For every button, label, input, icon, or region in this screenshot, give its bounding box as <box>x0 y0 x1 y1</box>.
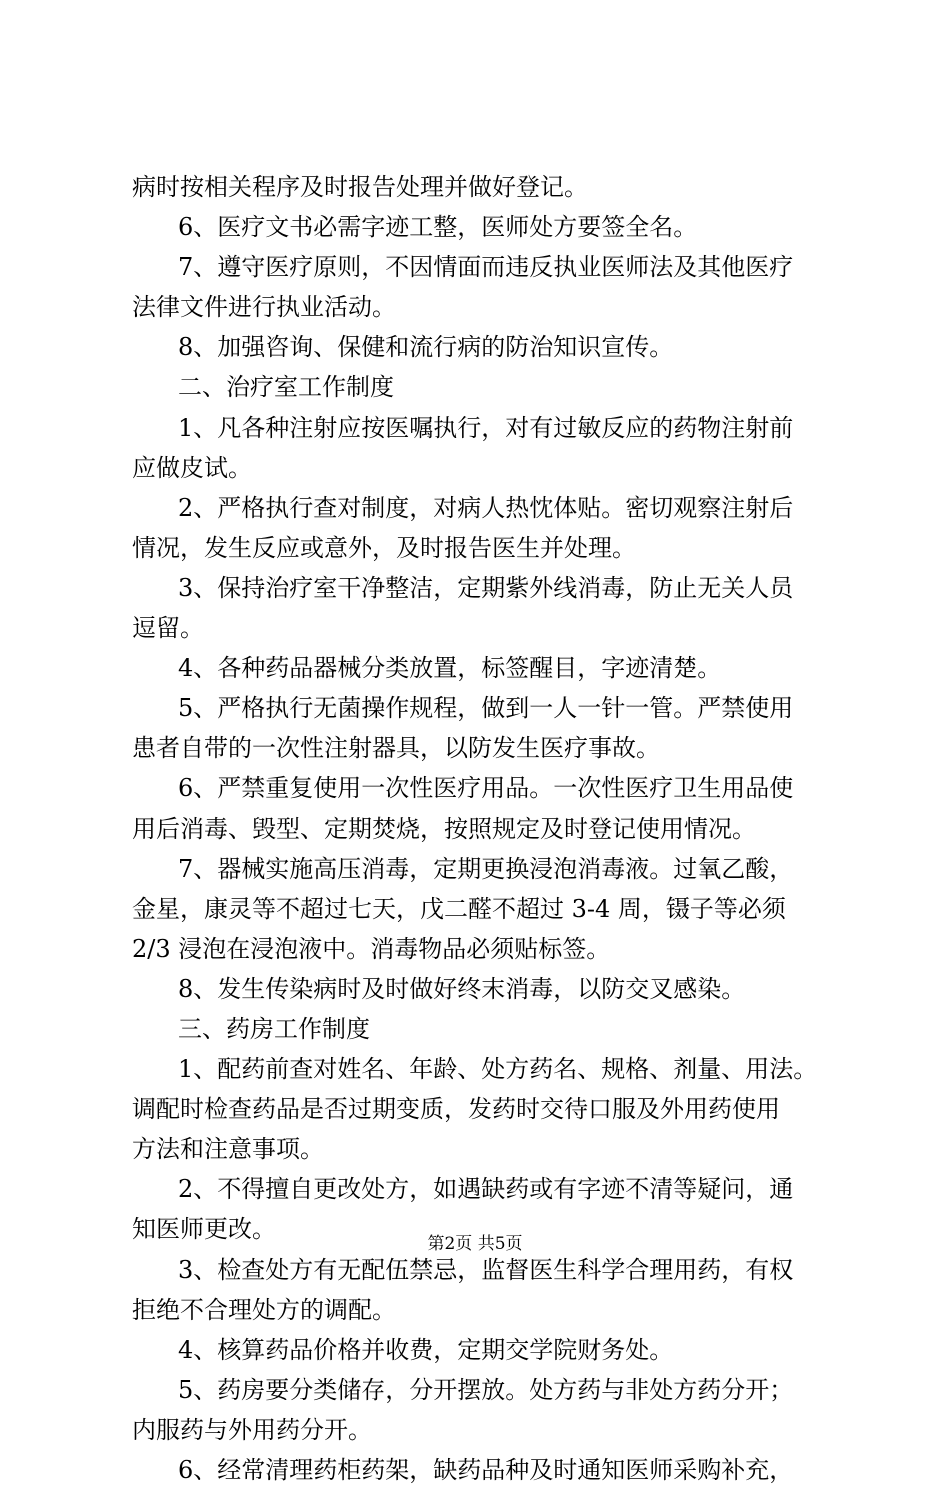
text-line: 拒绝不合理处方的调配。 <box>132 1295 396 1324</box>
text-line: 方法和注意事项。 <box>132 1135 324 1164</box>
text-line: 5、严格执行无菌操作规程，做到一人一针一管。严禁使用 <box>178 694 794 723</box>
text-line: 用后消毒、毁型、定期焚烧，按照规定及时登记使用情况。 <box>132 814 756 843</box>
text-line: 1、凡各种注射应按医嘱执行，对有过敏反应的药物注射前 <box>178 413 794 442</box>
text-line: 8、加强咨询、保健和流行病的防治知识宣传。 <box>178 333 674 362</box>
text-line: 5、药房要分类储存，分开摆放。处方药与非处方药分开； <box>178 1375 794 1404</box>
text-line: 6、严禁重复使用一次性医疗用品。一次性医疗卫生用品使 <box>178 774 794 803</box>
text-line: 知医师更改。 <box>132 1215 276 1244</box>
text-line: 7、遵守医疗原则，不因情面而违反执业医师法及其他医疗 <box>178 253 794 282</box>
text-line: 6、医疗文书必需字迹工整，医师处方要签全名。 <box>178 213 698 242</box>
page-footer: 第2页 共5页 <box>427 1234 523 1254</box>
text-line: 金星，康灵等不超过七天，戊二醛不超过 3-4 周，镊子等必须 <box>132 894 786 923</box>
text-line: 1、配药前查对姓名、年龄、处方药名、规格、剂量、用法。 <box>178 1055 818 1084</box>
text-line: 4、核算药品价格并收费，定期交学院财务处。 <box>178 1335 674 1364</box>
text-line: 2/3 浸泡在浸泡液中。消毒物品必须贴标签。 <box>132 934 611 963</box>
text-line: 情况，发生反应或意外，及时报告医生并处理。 <box>132 533 636 562</box>
text-line: 4、各种药品器械分类放置，标签醒目，字迹清楚。 <box>178 654 722 683</box>
text-line: 患者自带的一次性注射器具，以防发生医疗事故。 <box>132 734 660 763</box>
text-line: 2、不得擅自更改处方，如遇缺药或有字迹不清等疑问，通 <box>178 1175 794 1204</box>
text-line: 6、经常清理药柜药架，缺药品种及时通知医师采购补充， <box>178 1456 794 1484</box>
text-line: 内服药与外用药分开。 <box>132 1415 372 1444</box>
text-line: 2、严格执行查对制度，对病人热忱体贴。密切观察注射后 <box>178 493 794 522</box>
document-body <box>132 167 832 1490</box>
text-line: 3、检查处方有无配伍禁忌，监督医生科学合理用药，有权 <box>178 1255 794 1284</box>
text-line: 二、治疗室工作制度 <box>178 373 394 402</box>
text-line: 法律文件进行执业活动。 <box>132 293 396 322</box>
text-line: 调配时检查药品是否过期变质，发药时交待口服及外用药使用 <box>132 1095 780 1124</box>
text-line: 逗留。 <box>132 614 204 643</box>
text-line: 三、药房工作制度 <box>178 1014 370 1043</box>
text-line: 3、保持治疗室干净整洁，定期紫外线消毒，防止无关人员 <box>178 573 794 602</box>
text-line: 病时按相关程序及时报告处理并做好登记。 <box>132 173 588 201</box>
text-line: 应做皮试。 <box>132 453 252 482</box>
text-line: 7、器械实施高压消毒，定期更换浸泡消毒液。过氧乙酸， <box>178 854 794 883</box>
text-line: 8、发生传染病时及时做好终末消毒，以防交叉感染。 <box>178 974 746 1003</box>
